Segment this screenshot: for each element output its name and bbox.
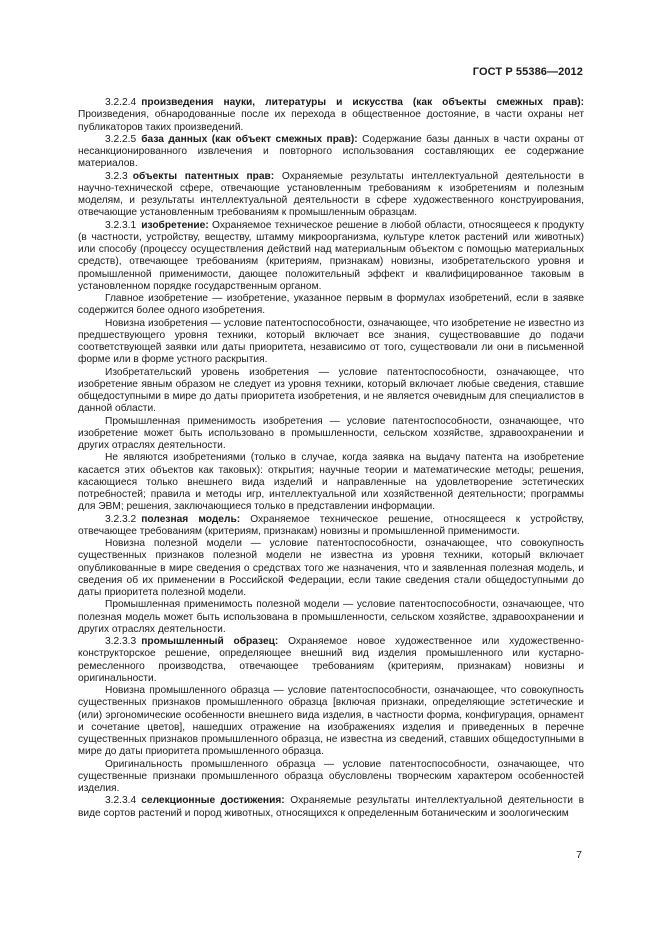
clause-number: 3.2.3.1 bbox=[105, 219, 137, 231]
document-body bbox=[78, 97, 584, 820]
definition-text: Промышленная применимость полезной модели — условие патентоспособности, означающее, что полезная модель может быть использована в промышленности, сельском хозяйстве, здравоохранении и других отраслях деятельности. bbox=[78, 599, 584, 635]
paragraph bbox=[78, 636, 584, 685]
term: изобретение: bbox=[141, 219, 209, 231]
term: объекты патентных прав: bbox=[132, 170, 275, 182]
definition-text: Содержание базы данных в части охраны от несанкционированного извлечения и повторного использования составляющих ее содержание материалов. bbox=[78, 133, 584, 170]
definition-text: Промышленная применимость изобретения — условие патентоспособности, означающее, что изобретение может быть использовано в промышленности, сельском хозяйстве, здравоохранении и других отраслях деятельности. bbox=[78, 415, 584, 451]
paragraph bbox=[78, 452, 584, 513]
page-number: 7 bbox=[576, 849, 582, 861]
term: полезная модель: bbox=[141, 513, 241, 525]
term: база данных (как объект смежных прав): bbox=[141, 133, 358, 145]
clause-number: 3.2.3.3 bbox=[105, 636, 137, 647]
paragraph bbox=[78, 367, 584, 416]
definition-text: Охраняемое техническое решение, относящееся к устройству, отвечающее требованиям (критериям, признакам) новизны и промышленной применимости. bbox=[78, 513, 584, 537]
definition-text: Изобретательский уровень изобретения — условие патентоспособности, означающее, что изобретение явным образом не следует из уровня техники, который включает любые сведения, ставшие общедоступными в мире до даты приоритета изобретения, и не является очевидным для специалистов в данной области. bbox=[78, 366, 584, 415]
clause-number: 3.2.2.4 bbox=[105, 97, 137, 108]
definition-text: Охраняемое новое художественное или художественно-конструкторское решение, определяющее внешний вид изделия промышленного или кустарно-ремесленного производства, отвечающее требованиям (критериям, признакам) новизны и оригинальности. bbox=[78, 636, 584, 684]
definition-text: Новизна полезной модели — условие патентоспособности, означающее, что совокупность существенных признаков полезной модели не известна из уровня техники, который включает опубликованные в мире сведения о средствах того же назначения, что и заявленная полезная модель, и сведения об их применении в Российской Федерации, если такие сведения стали общедоступными до даты приоритета полезной модели. bbox=[78, 538, 584, 598]
definition-text: Охраняемые результаты интеллектуальной деятельности в виде сортов растений и пород животных, относящихся к определенным ботаническим и зоологическим bbox=[78, 795, 584, 819]
definition-text: Новизна изобретения — условие патентоспособности, означающее, что изобретение не известно из предшествующего уровня техники, который включает все знания, существовавшие до подачи соответствующей заявки или даты приоритета, независимо от того, существовали ли они в письменной форме или в форме устного раскрытия. bbox=[78, 317, 584, 366]
paragraph bbox=[78, 685, 584, 759]
term: промышленный образец: bbox=[141, 636, 279, 647]
definition-text: Главное изобретение — изобретение, указанное первым в формулах изобретений, если в заявке содержится более одного изобретения. bbox=[78, 293, 584, 317]
clause-number: 3.2.3.2 bbox=[105, 513, 137, 525]
clause-number: 3.2.3.4 bbox=[105, 795, 137, 807]
definition-text: Охраняемое техническое решение в любой области, относящееся к продукту (в частности, устройству, веществу, штамму микроорганизма, культуре клеток растений или животных) или способу (процессу осуществления действий над материальным объектом с помощью материальных средств), отвечающее требованиям (критериям, признакам) новизны, изобретательского уровня и промышленной применимости, дающее положительный эффект и квалифицированное таковым в установленном порядке государственным органом. bbox=[78, 219, 584, 292]
paragraph bbox=[78, 134, 584, 171]
paragraph bbox=[78, 795, 584, 820]
definition-text: Оригинальность промышленного образца — условие патентоспособности, означающее, что существенные признаки промышленного образца обусловлены творческим характером особенностей изделия. bbox=[78, 758, 584, 794]
definition-text: Не являются изобретениями (только в случае, когда заявка на выдачу патента на изобретение касается этих объектов как таковых): открытия; научные теории и математические методы; решения, касающиеся только внешнего вида изделий и направленные на удовлетворение эстетических потребностей; правила и методы игр, интеллектуальной или хозяйственной деятельности; программы для ЭВМ; решения, заключающиеся только в представлении информации. bbox=[78, 452, 584, 513]
paragraph bbox=[78, 220, 584, 294]
definition-text: Новизна промышленного образца — условие патентоспособности, означающее, что совокупность существенных признаков промышленного образца [включая признаки, определяющие эстетические и (или) эргономические особенности внешнего вида изделия, в частности форма, конфигурация, орнамент и сочетание цветов], нашедших отражение на изображениях изделия и приведенных в перечне существенных признаков промышленного образца, не известна из сведений, ставших общедоступными в мире до даты приоритета промышленного образца. bbox=[78, 685, 584, 758]
document-header: ГОСТ Р 55386—2012 bbox=[472, 66, 583, 78]
paragraph bbox=[78, 318, 584, 367]
definition-text: Произведения, обнародованные после их перехода в общественное достояние, в части охраны нет публикаторов таких произведений. bbox=[78, 109, 584, 133]
paragraph bbox=[78, 293, 584, 318]
term: селекционные достижения: bbox=[141, 795, 285, 807]
paragraph bbox=[78, 514, 584, 539]
paragraph bbox=[78, 416, 584, 453]
clause-number: 3.2.2.5 bbox=[105, 133, 137, 145]
paragraph bbox=[78, 97, 584, 134]
term: произведения науки, литературы и искусства (как объекты смежных прав): bbox=[141, 97, 584, 108]
clause-number: 3.2.3 bbox=[105, 170, 128, 182]
definition-text: Охраняемые результаты интеллектуальной деятельности в научно-технической сфере, отвечающие установленным требованиям к изобретениям и полезным моделям, и результаты интеллектуальной деятельности в сфере художественного конструирования, отвечающие установленным требованиям к промышленным образцам. bbox=[78, 170, 584, 219]
paragraph bbox=[78, 599, 584, 636]
paragraph bbox=[78, 538, 584, 599]
paragraph bbox=[78, 171, 584, 220]
paragraph bbox=[78, 759, 584, 796]
